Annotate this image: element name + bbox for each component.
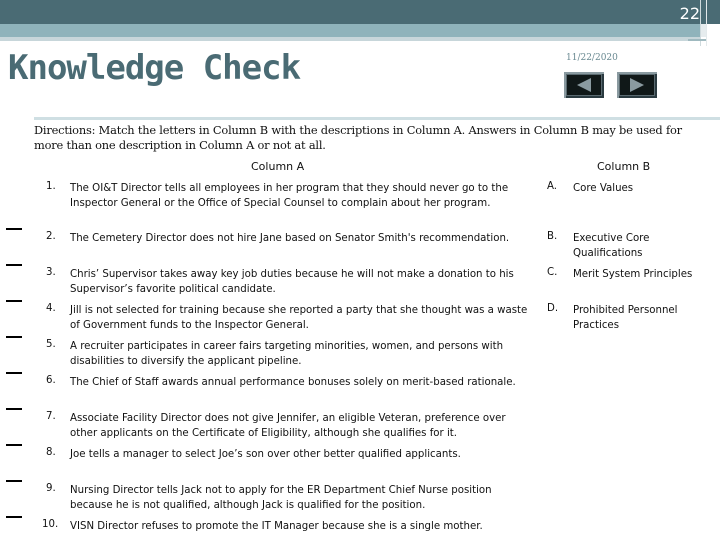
slide-date: 11/22/2020 — [566, 53, 618, 63]
answer-letter: A. — [547, 181, 558, 192]
question-text: Associate Facility Director does not give Jennifer, an eligible Veteran, preference over other applicants on the Certificate of Eligibility, although she qualifies for it. — [70, 413, 506, 439]
question-text: Chris’ Supervisor takes away key job duties because he will not make a donation to his Supervisor’s favorite political candidate. — [70, 269, 514, 295]
question-text: Nursing Director tells Jack not to apply for the ER Department Chief Nurse position because he is not qualified, although Jack is qualified for the position. — [70, 485, 492, 511]
directions-text: Directions: Match the letters in Column B with the descriptions in Column A. Answers in Column B may be used for more than one description in Column A or not at all. — [34, 123, 682, 152]
answer-blank[interactable] — [6, 516, 22, 518]
answer-letter: D. — [547, 303, 559, 314]
next-slide-button[interactable] — [617, 72, 657, 98]
previous-slide-button[interactable] — [564, 72, 604, 98]
answer-text: Executive Core Qualifications — [573, 233, 650, 259]
header-rule — [706, 0, 707, 46]
header-band-pale — [0, 37, 700, 41]
header-band-light — [0, 24, 705, 37]
question-number: 5. — [46, 339, 56, 350]
question-text: The OI&T Director tells all employees in her program that they should never go to the Inspector General or the Office of Special Counsel to complain about her program. — [70, 183, 509, 209]
question-text: Joe tells a manager to select Joe’s son over other better qualified applicants. — [70, 449, 461, 460]
question-number: 9. — [46, 483, 56, 494]
question-number: 4. — [46, 303, 56, 314]
answer-blank[interactable] — [6, 444, 22, 446]
answer-blank[interactable] — [6, 228, 22, 230]
question-text: A recruiter participates in career fairs targeting minorities, women, and persons with disabilities to diversify the applicant pipeline. — [70, 341, 504, 367]
answer-text: Merit System Principles — [573, 269, 693, 280]
header-bar — [0, 0, 720, 40]
triangle-right-icon — [630, 78, 644, 92]
answer-blank[interactable] — [6, 372, 22, 374]
answer-blank[interactable] — [6, 480, 22, 482]
triangle-left-icon — [577, 78, 591, 92]
slide-number: 22 — [679, 4, 700, 23]
question-number: 6. — [46, 375, 56, 386]
answer-blank[interactable] — [6, 300, 22, 302]
question-number: 8. — [46, 447, 56, 458]
page-title: Knowledge Check — [8, 48, 301, 88]
header-band-dark — [0, 0, 720, 24]
header-tick — [688, 39, 706, 41]
column-a-header: Column A — [251, 160, 305, 173]
question-number: 7. — [46, 411, 56, 422]
question-number: 2. — [46, 231, 56, 242]
answer-blank[interactable] — [6, 336, 22, 338]
question-text: VISN Director refuses to promote the IT Manager because she is a single mother. — [70, 521, 483, 532]
question-text: Jill is not selected for training because she reported a party that she thought was a waste of Government funds to the Inspector General. — [70, 305, 528, 331]
question-number: 1. — [46, 181, 56, 192]
answer-blank[interactable] — [6, 264, 22, 266]
answer-letter: B. — [547, 231, 558, 242]
answer-letter: C. — [547, 267, 558, 278]
question-number: 10. — [42, 519, 59, 530]
next-slide-button-face — [620, 75, 654, 95]
answer-text: Prohibited Personnel Practices — [573, 305, 678, 331]
question-number: 3. — [46, 267, 56, 278]
answer-blank[interactable] — [6, 408, 22, 410]
answer-text: Core Values — [573, 183, 634, 194]
question-text: The Chief of Staff awards annual performance bonuses solely on merit-based rationale. — [70, 377, 516, 388]
previous-slide-button-face — [567, 75, 601, 95]
column-b-header: Column B — [597, 160, 651, 173]
question-text: The Cemetery Director does not hire Jane based on Senator Smith's recommendation. — [70, 233, 510, 244]
content-divider — [34, 117, 720, 120]
